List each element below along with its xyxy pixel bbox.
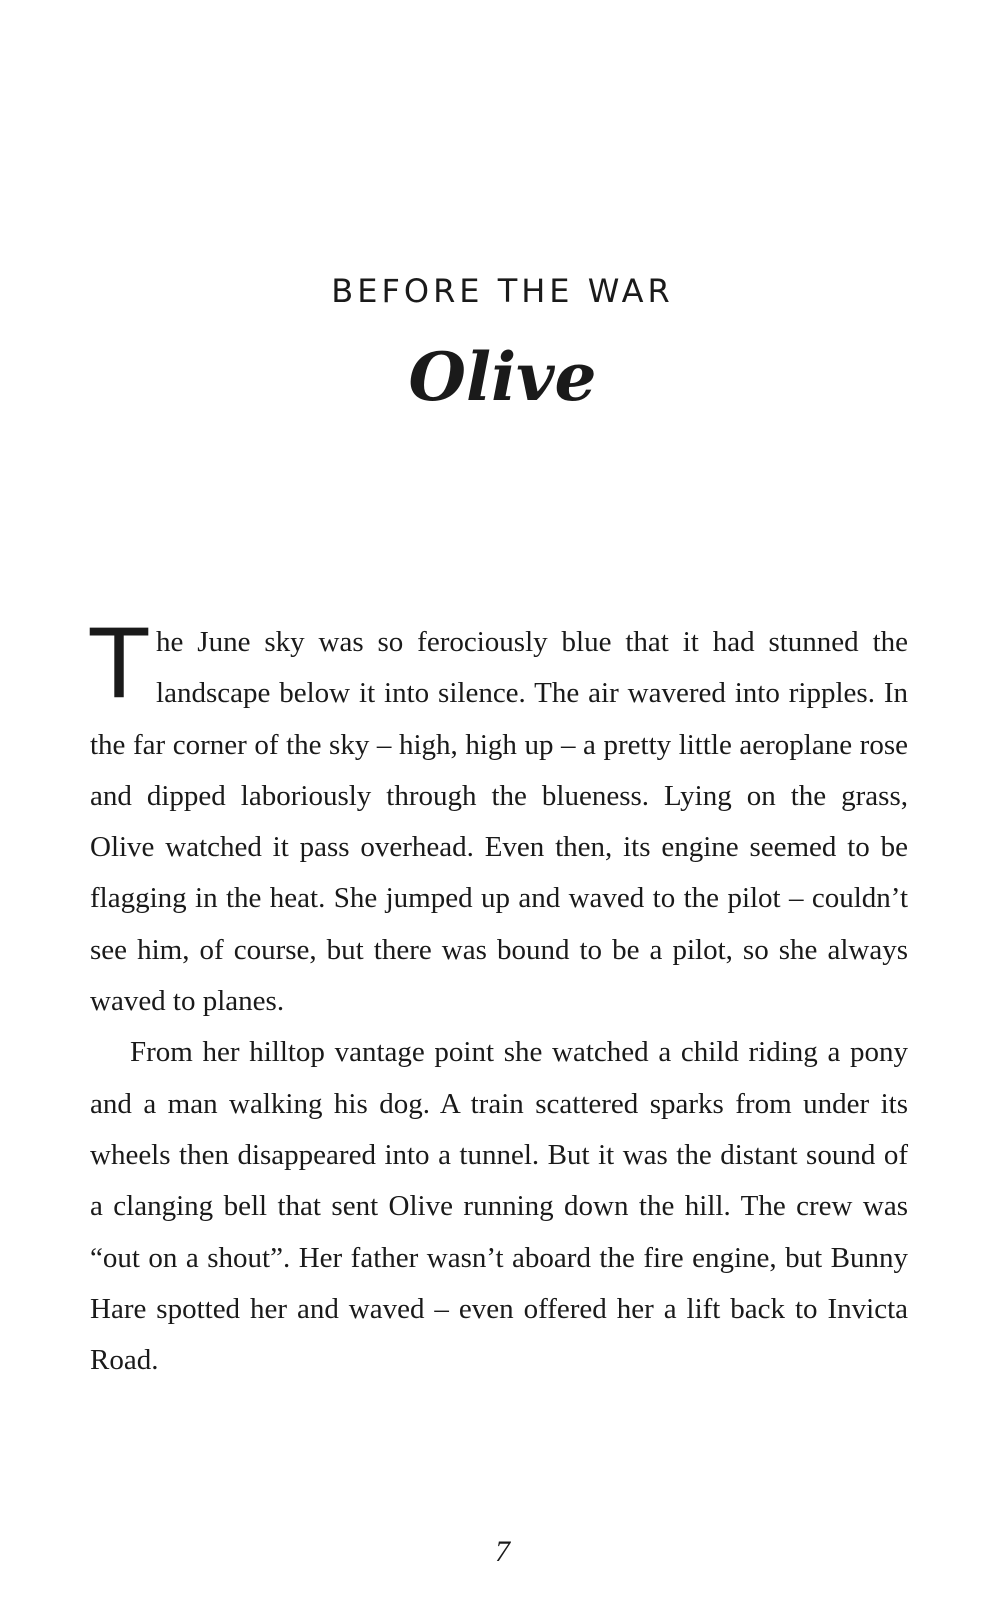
chapter-title: Olive: [408, 338, 597, 416]
part-heading: BEFORE THE WAR: [331, 272, 674, 310]
paragraph-2: From her hilltop vantage point she watched a child riding a pony and a man walking his dog. A train scattered sparks from under its wheels then disappeared into a tunnel. But it was the distant sound of a clanging bell that sent Olive running down the hill. The crew was “out on a shout”. Her father wasn’t aboard the fire engine, but Bunny Hare spotted her and waved – even offered her a lift back to Invicta Road.: [90, 1036, 908, 1377]
paragraph-1: [90, 610, 908, 1027]
drop-cap: T: [90, 610, 149, 720]
page-number: 7: [495, 1535, 510, 1568]
paragraph-1-text: he June sky was so ferociously blue that it had stunned the landscape below it into silence. The air wavered into ripples. In the far corner of the sky – high, high up – a pretty little aeroplane rose and dipped laboriously through the blueness. Lying on the grass, Olive watched it pass overhead. Even then, its engine seemed to be flagging in the heat. She jumped up and waved to the pilot – couldn’t see him, of course, but there was bound to be a pilot, so she always waved to planes.: [90, 626, 908, 1018]
body-text: [90, 610, 908, 1386]
